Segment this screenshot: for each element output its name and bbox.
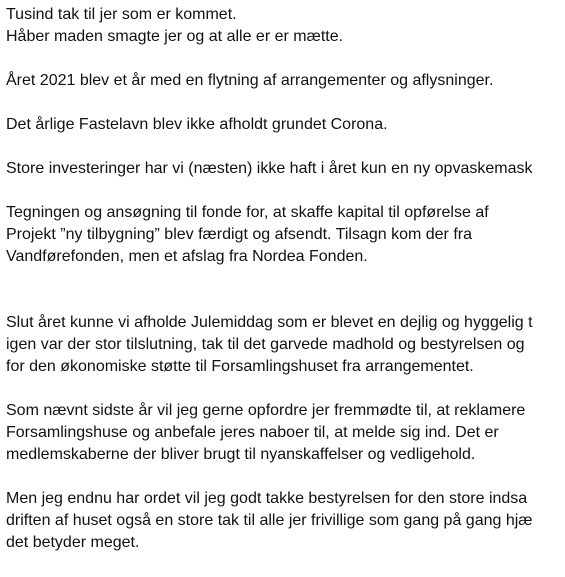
paragraph-closing-thanks (6, 488, 565, 554)
text-line: igen var der stor tilslutning, tak til det garvede madhold og bestyrelsen og (6, 336, 525, 353)
text-line: Vandførefonden, men et afslag fra Nordea Fonden. (6, 248, 368, 265)
text-line: Det årlige Fastelavn blev ikke afholdt grundet Corona. (6, 116, 388, 133)
text-line: Store investeringer har vi (næsten) ikke haft i året kun en ny opvaskemask (6, 160, 533, 177)
paragraph-spacer (6, 136, 565, 158)
text-line: Men jeg endnu har ordet vil jeg godt takke bestyrelsen for den store indsa (6, 490, 528, 507)
paragraph-christmas-dinner (6, 312, 565, 378)
paragraph-spacer (6, 92, 565, 114)
paragraph-investments (6, 158, 565, 180)
text-line: Forsamlingshuse og anbefale jeres naboer til, at melde sig ind. Det er (6, 424, 499, 441)
text-line: Projekt ”ny tilbygning” blev færdigt og afsendt. Tilsagn kom der fra (6, 226, 472, 243)
text-line: Som nævnt sidste år vil jeg gerne opfordre jer fremmødte til, at reklamere (6, 402, 526, 419)
paragraph-funding (6, 202, 565, 268)
document-body (6, 4, 565, 554)
paragraph-spacer (6, 466, 565, 488)
paragraph-spacer (6, 180, 565, 202)
paragraph-fastelavn (6, 114, 565, 136)
text-line: for den økonomiske støtte til Forsamlingshuset fra arrangementet. (6, 358, 474, 375)
paragraph-spacer (6, 268, 565, 312)
text-line: medlemskaberne der bliver brugt til nyanskaffelser og vedligehold. (6, 446, 476, 463)
paragraph-thanks (6, 4, 565, 48)
paragraph-spacer (6, 48, 565, 70)
text-line: Slut året kunne vi afholde Julemiddag som er blevet en dejlig og hyggelig t (6, 314, 533, 331)
text-line: Tusind tak til jer som er kommet. (6, 6, 237, 23)
paragraph-membership (6, 400, 565, 466)
text-line: Året 2021 blev et år med en flytning af arrangementer og aflysninger. (6, 72, 494, 89)
text-line: driften af huset også en store tak til alle jer frivillige som gang på gang hjæ (6, 512, 533, 529)
text-line: Tegningen og ansøgning til fonde for, at skaffe kapital til opførelse af (6, 204, 489, 221)
text-line: Håber maden smagte jer og at alle er er mætte. (6, 28, 344, 45)
text-line: det betyder meget. (6, 534, 140, 551)
paragraph-spacer (6, 378, 565, 400)
paragraph-year-summary (6, 70, 565, 92)
